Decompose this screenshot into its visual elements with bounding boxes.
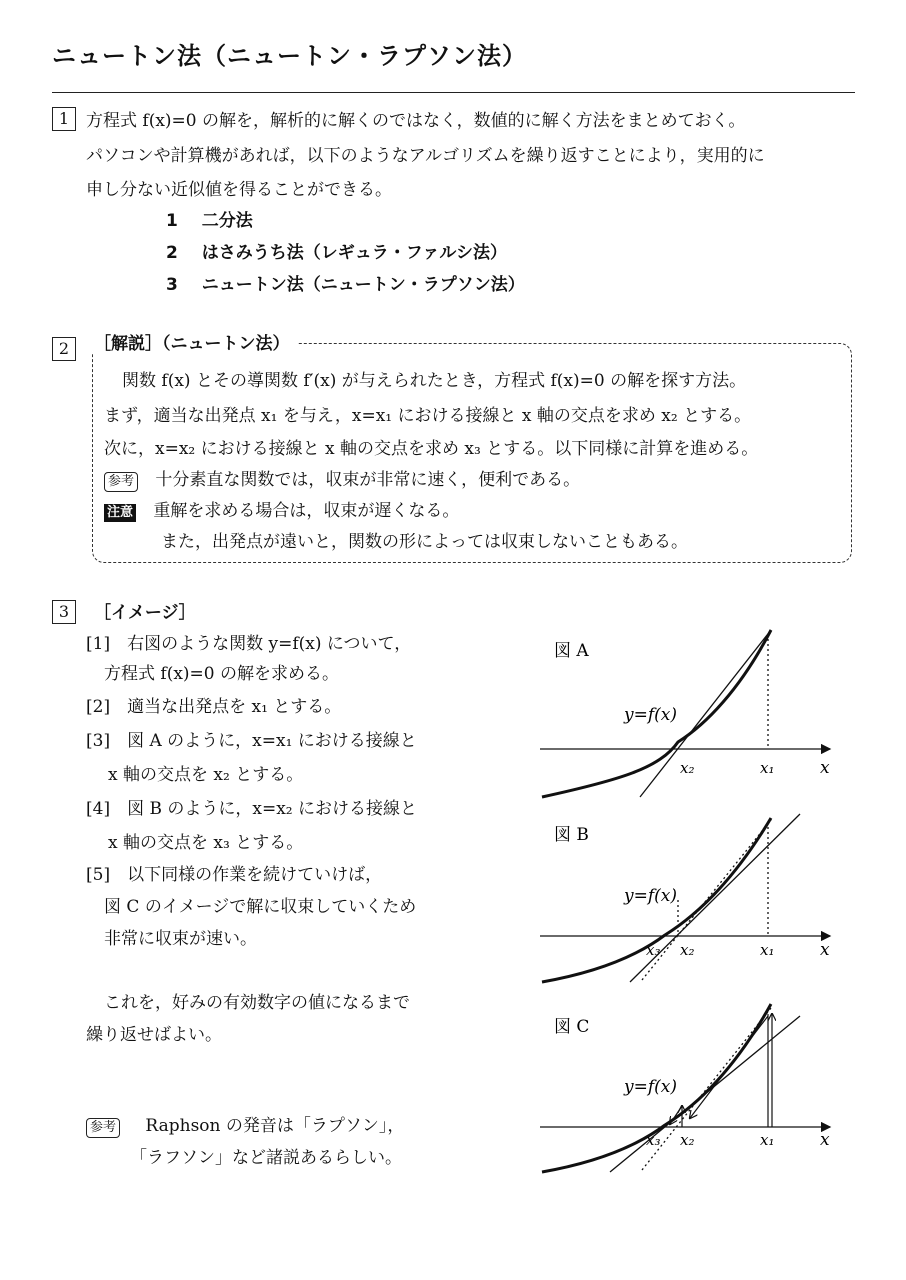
tick-x1: x₁ xyxy=(760,759,775,777)
method-item-1 xyxy=(166,206,253,231)
figure-b xyxy=(530,810,840,990)
raphson-note-line-2: 「ラフソン」など諸説あるらしい。 xyxy=(130,1148,402,1168)
section-2-number: 2 xyxy=(52,337,76,361)
reference-text: 十分素直な関数では，収束が非常に速く，便利である。 xyxy=(155,470,581,490)
axis-label: x xyxy=(820,940,830,960)
step-5-line-2: 図 C のイメージで解に収束していくため xyxy=(104,897,417,917)
figure-c xyxy=(530,1000,840,1180)
page-title: ニュートン法（ニュートン・ラプソン法） xyxy=(52,42,527,70)
tick-x2: x₂ xyxy=(680,1131,695,1149)
axis-label: x xyxy=(820,1130,830,1150)
curve-label: y=f(x) xyxy=(624,705,677,725)
step-4-line-2: x 軸の交点を x₃ とする。 xyxy=(108,833,304,853)
figure-label: 図 C xyxy=(554,1017,590,1037)
step-4-line-1: [4] 図 B のように，x=x₂ における接線と xyxy=(86,799,418,819)
step-5-line-1: [5] 以下同様の作業を続けていけば， xyxy=(86,865,383,885)
section-1-line-1: 方程式 f(x)=0 の解を，解析的に解くのではなく，数値的に解く方法をまとめておく。 xyxy=(86,111,746,131)
explanation-line-2: まず，適当な出発点 x₁ を与え，x=x₁ における接線と x 軸の交点を求め x₂ とする。 xyxy=(104,406,752,426)
closing-line-1: これを，好みの有効数字の値になるまで xyxy=(104,993,410,1013)
section-1-line-3: 申し分ない近似値を得ることができる。 xyxy=(86,180,392,200)
axis-label: x xyxy=(820,758,830,778)
iteration-tangent-1 xyxy=(690,1016,768,1118)
method-number: 1 xyxy=(166,211,178,231)
method-name: 二分法 xyxy=(201,211,253,231)
section-3-number: 3 xyxy=(52,600,76,624)
step-3-line-1: [3] 図 A のように，x=x₁ における接線と xyxy=(86,731,417,751)
title-rule xyxy=(52,92,855,93)
method-name: はさみうち法（レギュラ・ファルシ法） xyxy=(201,243,507,263)
tick-x1: x₁ xyxy=(760,1131,775,1149)
explanation-note xyxy=(104,496,459,522)
curve-label: y=f(x) xyxy=(624,886,677,906)
method-item-3 xyxy=(166,270,525,295)
caution-text: 重解を求める場合は，収束が遅くなる。 xyxy=(153,501,460,521)
figure-label: 図 A xyxy=(554,641,589,661)
reference-tag: 参考 xyxy=(86,1118,120,1138)
raphson-note xyxy=(86,1111,404,1138)
method-name: ニュートン法（ニュートン・ラプソン法） xyxy=(201,275,525,295)
tick-x2: x₂ xyxy=(680,941,695,959)
raphson-note-line-1: Raphson の発音は「ラプソン」， xyxy=(145,1116,405,1136)
figure-a xyxy=(530,620,840,805)
method-number: 3 xyxy=(166,275,178,295)
curve-label: y=f(x) xyxy=(624,1077,677,1097)
explanation-heading: ［解説］（ニュートン法） xyxy=(88,329,298,354)
explanation-line-1: 関数 f(x) とその導関数 f′(x) が与えられたとき，方程式 f(x)=0 の解を探す方法。 xyxy=(122,371,747,391)
section-1-number: 1 xyxy=(52,107,76,131)
caution-text-2: また，出発点が遠いと，関数の形によっては収束しないこともある。 xyxy=(161,532,688,552)
caution-tag: 注意 xyxy=(104,504,136,522)
method-item-2 xyxy=(166,238,507,263)
step-1-line-1: [1] 右図のような関数 y=f(x) について， xyxy=(86,634,412,654)
image-heading: ［イメージ］ xyxy=(94,603,196,623)
figure-label: 図 B xyxy=(554,825,589,845)
step-3-line-2: x 軸の交点を x₂ とする。 xyxy=(108,765,304,785)
closing-line-2: 繰り返せばよい。 xyxy=(86,1025,222,1045)
reference-tag: 参考 xyxy=(104,472,138,492)
step-2: [2] 適当な出発点を x₁ とする。 xyxy=(86,697,342,717)
step-5-line-3: 非常に収束が速い。 xyxy=(104,929,257,949)
tick-x3: x₃ xyxy=(646,1131,661,1149)
step-1-line-2: 方程式 f(x)=0 の解を求める。 xyxy=(104,664,340,684)
explanation-line-3: 次に，x=x₂ における接線と x 軸の交点を求め x₃ とする。以下同様に計算を進める。 xyxy=(104,439,759,459)
explanation-ref xyxy=(104,465,580,492)
method-number: 2 xyxy=(166,243,178,263)
tick-x2: x₂ xyxy=(680,759,695,777)
section-1-line-2: パソコンや計算機があれば，以下のようなアルゴリズムを繰り返すことにより，実用的に xyxy=(86,146,765,166)
tick-x3: x₃ xyxy=(646,941,661,959)
tick-x1: x₁ xyxy=(760,941,775,959)
